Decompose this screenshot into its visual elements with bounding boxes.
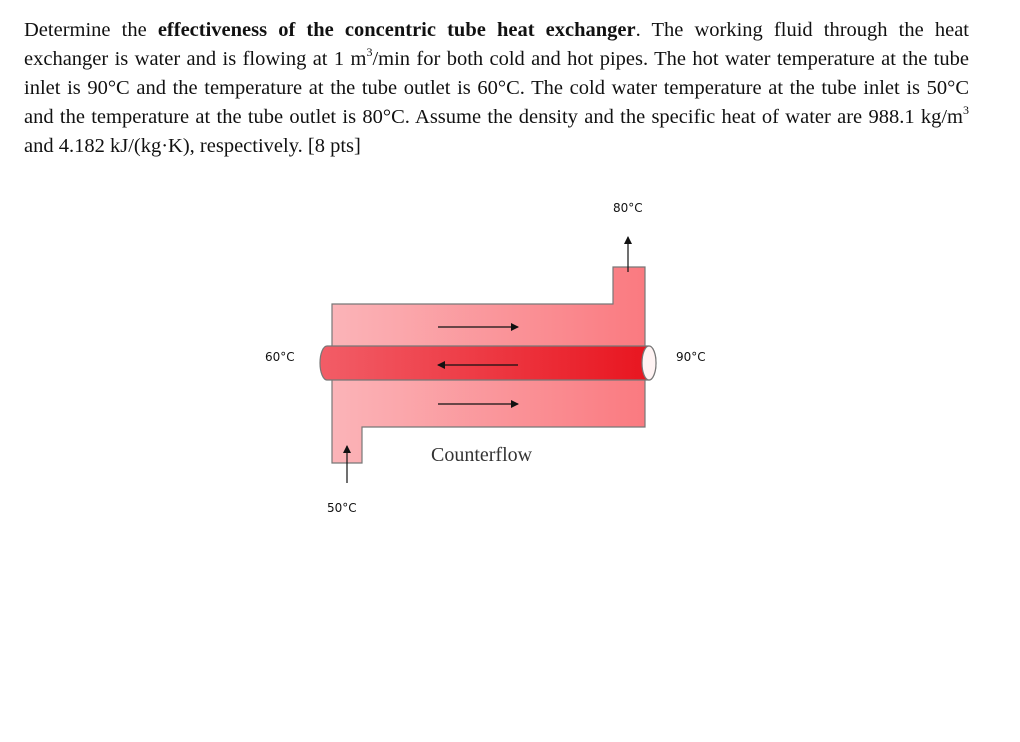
problem-text-3: /min for both cold and hot pipes. The hot water temperature at the tube inlet is 90°C and the temperature at the tube outlet is 60°C. The cold water temperature at the tube inlet is 50°C and the temperature at the tube outlet is 80°C. Assume the density and the specific heat of water are 988.1 kg/m [24, 48, 969, 128]
problem-text-2: . The working fluid through the heat exchanger is water and is flowing at 1 m [24, 19, 969, 70]
inner-tube [320, 346, 656, 380]
label-hot-outlet-temp: 60°C [265, 350, 295, 364]
problem-text-1: Determine the [24, 19, 158, 41]
label-cold-inlet-temp: 50°C [327, 501, 357, 515]
problem-bold-phrase: effectiveness of the concentric tube heat exchanger [157, 19, 636, 41]
superscript-cubed: 3 [963, 103, 969, 118]
diagram-caption: Counterflow [431, 444, 533, 466]
label-cold-outlet-temp: 80°C [613, 201, 643, 215]
problem-text-4: and 4.182 kJ/(kg·K), respectively. [8 pts] [24, 135, 361, 157]
tube-end-opening [642, 346, 656, 380]
label-hot-inlet-temp: 90°C [676, 350, 706, 364]
superscript-cubed: 3 [366, 45, 373, 60]
